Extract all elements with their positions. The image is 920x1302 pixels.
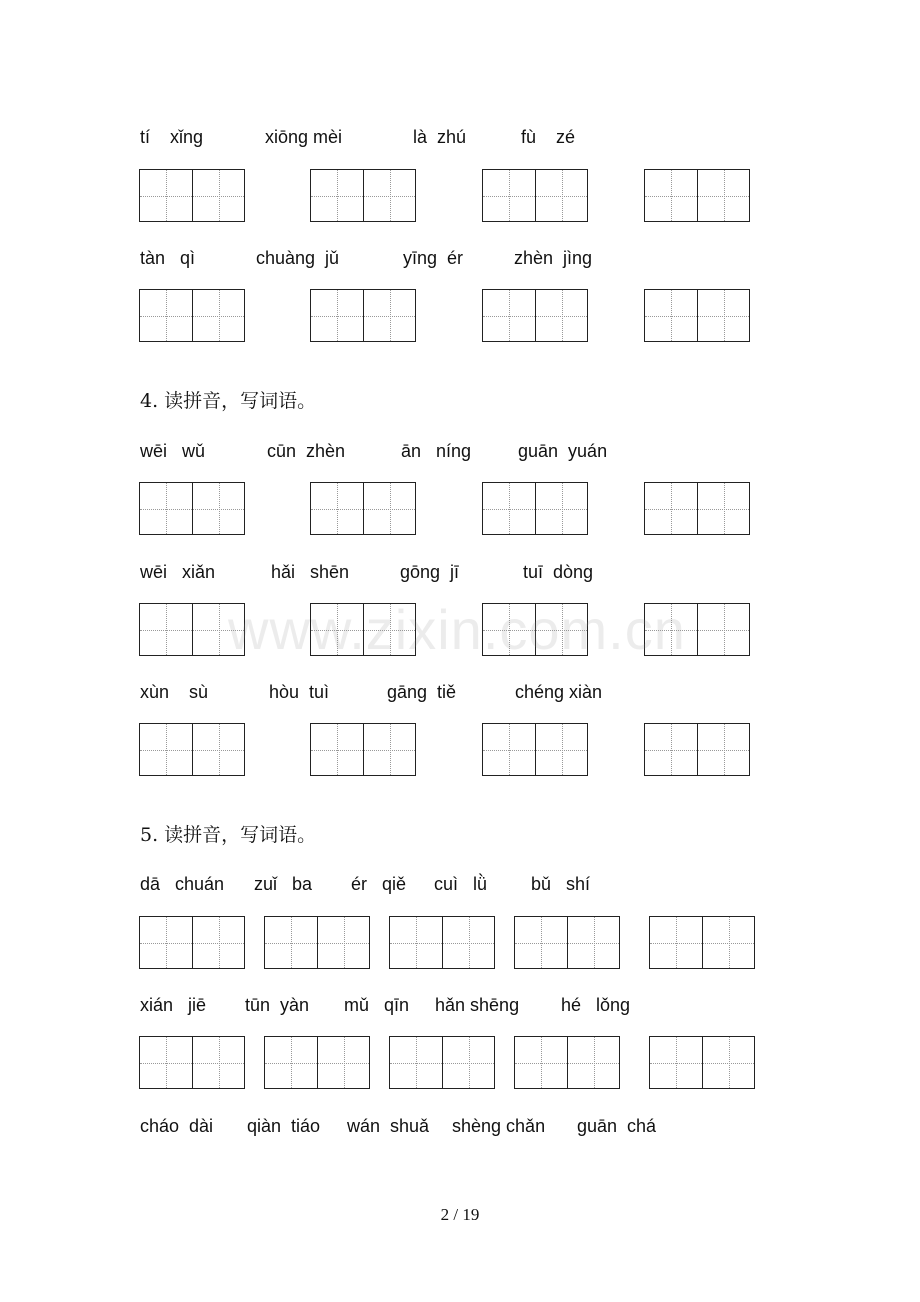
writing-box (644, 169, 750, 222)
pinyin-s3-r2-4: zhèn jìng (514, 248, 593, 268)
section-5-heading: 5. 读拼音，写词语。 (140, 824, 317, 846)
writing-box (514, 916, 620, 969)
pinyin-s4-r2-3: gōng jī (400, 562, 460, 582)
writing-box (139, 482, 245, 535)
pinyin-s4-r2-2: hǎi shēn (271, 562, 350, 582)
pinyin-s5-r1-4: cuì lǜ (434, 874, 488, 894)
pinyin-s5-r1-5: bǔ shí (531, 874, 591, 894)
pinyin-s5-r1-1: dā chuán (140, 874, 225, 894)
pinyin-s5-r2-5: hé lǒng (561, 995, 631, 1015)
pinyin-s3-r1-4: fù zé (521, 127, 576, 147)
pinyin-s5-r2-4: hǎn shēng (435, 995, 520, 1015)
writing-box (310, 169, 416, 222)
writing-box (310, 289, 416, 342)
writing-box (514, 1036, 620, 1089)
pinyin-s4-r2-1: wēi xiǎn (140, 562, 216, 582)
pinyin-s5-r3-4: shèng chǎn (452, 1116, 546, 1136)
pinyin-s5-r3-2: qiàn tiáo (247, 1116, 321, 1136)
writing-box (482, 723, 588, 776)
page-number: 2 / 19 (440, 1205, 480, 1224)
writing-box (264, 916, 370, 969)
pinyin-s4-r1-1: wēi wǔ (140, 441, 206, 461)
pinyin-s5-r3-5: guān chá (577, 1116, 657, 1136)
writing-box (310, 723, 416, 776)
pinyin-s5-r3-3: wán shuǎ (347, 1116, 430, 1136)
writing-box (644, 482, 750, 535)
writing-box (482, 169, 588, 222)
writing-box (139, 723, 245, 776)
pinyin-s5-r1-2: zuǐ ba (254, 874, 313, 894)
writing-box (644, 723, 750, 776)
writing-box (644, 289, 750, 342)
pinyin-s3-r2-2: chuàng jǔ (256, 248, 340, 268)
writing-box (139, 1036, 245, 1089)
pinyin-s4-r1-2: cūn zhèn (267, 441, 346, 461)
pinyin-s4-r3-1: xùn sù (140, 682, 209, 702)
pinyin-s3-r2-1: tàn qì (140, 248, 196, 268)
writing-box (389, 1036, 495, 1089)
pinyin-s5-r3-1: cháo dài (140, 1116, 214, 1136)
writing-box (139, 169, 245, 222)
writing-box (649, 1036, 755, 1089)
writing-box (139, 916, 245, 969)
pinyin-s5-r2-2: tūn yàn (245, 995, 310, 1015)
writing-box (482, 482, 588, 535)
writing-box (649, 916, 755, 969)
pinyin-s3-r1-2: xiōng mèi (265, 127, 343, 147)
pinyin-s3-r2-3: yīng ér (403, 248, 464, 268)
pinyin-s3-r1-3: là zhú (413, 127, 467, 147)
pinyin-s4-r3-2: hòu tuì (269, 682, 330, 702)
pinyin-s4-r3-4: chéng xiàn (515, 682, 603, 702)
pinyin-s4-r1-3: ān níng (401, 441, 472, 461)
pinyin-s5-r2-1: xián jiē (140, 995, 207, 1015)
pinyin-s3-r1-1: tí xǐng (140, 127, 204, 147)
writing-box (389, 916, 495, 969)
pinyin-s4-r2-4: tuī dòng (523, 562, 594, 582)
writing-box (310, 482, 416, 535)
writing-box (264, 1036, 370, 1089)
writing-box (482, 289, 588, 342)
writing-box (139, 289, 245, 342)
watermark: www.zixin.com.cn (228, 598, 686, 661)
pinyin-s4-r1-4: guān yuán (518, 441, 608, 461)
pinyin-s5-r2-3: mǔ qīn (344, 995, 410, 1015)
section-4-heading: 4. 读拼音，写词语。 (140, 390, 317, 412)
pinyin-s4-r3-3: gāng tiě (387, 682, 457, 702)
pinyin-s5-r1-3: ér qiě (351, 874, 407, 894)
